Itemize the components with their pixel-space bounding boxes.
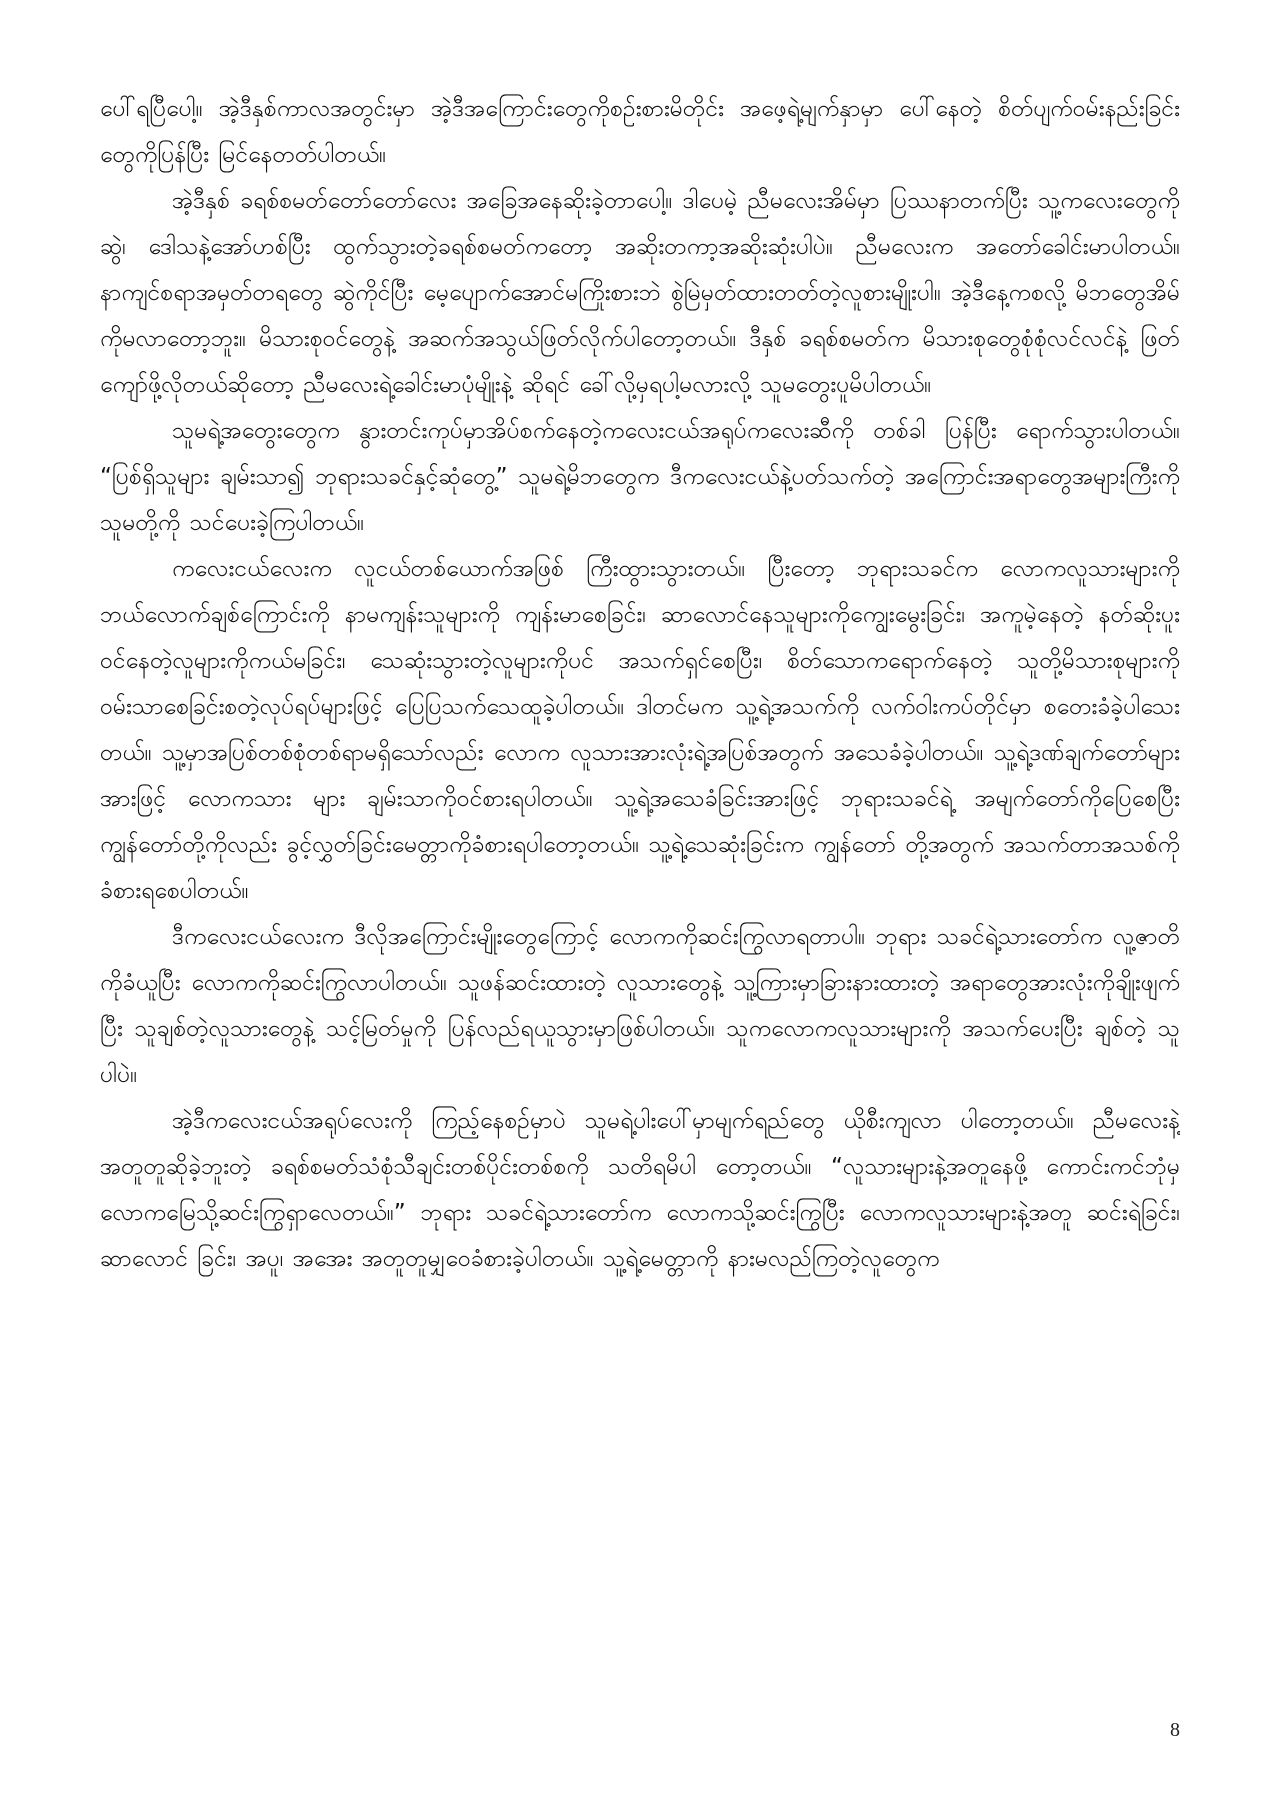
page-number: 8 [1170,1719,1180,1741]
paragraph-4: ကလေးငယ်လေးက လူငယ်တစ်ယောက်အဖြစ် ကြီးထွားသွားတယ်။ ပြီးတော့ ဘုရားသခင်က လောကလူသားများကို ဘယ်လောက်ချစ်ကြောင်းကို နာမကျန်းသူများကို ကျန်းမာစေခြင်း၊ ဆာလောင်နေသူများကိုကျွေးမွေးခြင်း၊ အကူမဲ့နေတဲ့ နတ်ဆိုးပူးဝင်နေတဲ့လူများကိုကယ်မခြင်း၊ သေဆုံးသွားတဲ့လူများကိုပင် အသက်ရှင်စေပြီး၊ စိတ်သောကရောက်နေတဲ့ သူတို့မိသားစုများကို ဝမ်းသာစေခြင်းစတဲ့လုပ်ရပ်များဖြင့် ပြေပြသက်သေထူခဲ့ပါတယ်။ ဒါတင်မက သူ့ရဲ့အသက်ကို လက်ဝါးကပ်တိုင်မှာ စတေးခံခဲ့ပါသေးတယ်။ သူ့မှာအပြစ်တစ်စုံတစ်ရာမရှိသော်လည်း လောက လူသားအားလုံးရဲ့အပြစ်အတွက် အသေခံခဲ့ပါတယ်။ သူ့ရဲ့ဒဏ်ချက်တော်များအားဖြင့် လောကသား များ ချမ်းသာကိုဝင်စားရပါတယ်။ သူ့ရဲ့အသေခံခြင်းအားဖြင့် ဘုရားသခင်ရဲ့ အမျက်တော်ကိုပြေစေပြီး ကျွန်တော်တို့ကိုလည်း ခွင့်လွှတ်ခြင်းမေတ္တာကိုခံစားရပါတော့တယ်။ သူ့ရဲ့သေဆုံးခြင်းက ကျွန်တော် တို့အတွက် အသက်တာအသစ်ကိုခံစားရစေပါတယ်။ [100,556,1180,904]
paragraph-5: ဒီကလေးငယ်လေးက ဒီလိုအကြောင်းမျိုးတွေကြောင့် လောကကိုဆင်းကြွလာရတာပါ။ ဘုရား သခင်ရဲ့သားတော်က လူ့ဇာတိကိုခံယူပြီး လောကကိုဆင်းကြွလာပါတယ်။ သူဖန်ဆင်းထားတဲ့ လူသားတွေနဲ့ သူ့ကြားမှာခြားနားထားတဲ့ အရာတွေအားလုံးကိုချိုးဖျက်ပြီး သူချစ်တဲ့လူသားတွေနဲ့ သင့်မြတ်မှုကို ပြန်လည်ရယူသွားမှာဖြစ်ပါတယ်။ သူကလောကလူသားများကို အသက်ပေးပြီး ချစ်တဲ့ သူပါပဲ။ [100,924,1180,1088]
document-page [100,86,1180,1686]
paragraph-1: ပေါ်ရပြီပေါ့။ အဲ့ဒီနှစ်ကာလအတွင်းမှာ အဲ့ဒီအကြောင်းတွေကိုစဉ်းစားမိတိုင်း အဖေ့ရဲ့မျက်နှာမှာ ပေါ်နေတဲ့ စိတ်ပျက်ဝမ်းနည်းခြင်းတွေကိုပြန်ပြီး မြင်နေတတ်ပါတယ်။ [100,96,1180,168]
paragraph-2: အဲ့ဒီနှစ် ခရစ်စမတ်တော်တော်လေး အခြေအနေဆိုးခဲ့တာပေါ့။ ဒါပေမဲ့ ညီမလေးအိမ်မှာ ပြဿနာတက်ပြီး သူ့ကလေးတွေကိုဆွဲ၊ ဒေါသနဲ့အော်ဟစ်ပြီး ထွက်သွားတဲ့ခရစ်စမတ်ကတော့ အဆိုးတကာ့အဆိုးဆုံးပါပဲ။ ညီမလေးက အတော်ခေါင်းမာပါတယ်။ နာကျင်စရာအမှတ်တရတွေ ဆွဲကိုင်ပြီး မေ့ပျောက်အောင်မကြိုးစားဘဲ စွဲမြဲမှတ်ထားတတ်တဲ့လူစားမျိုးပါ။ အဲ့ဒီနေ့ကစလို့ မိဘတွေအိမ်ကိုမလာတော့ဘူး။ မိသားစုဝင်တွေနဲ့ အဆက်အသွယ်ဖြတ်လိုက်ပါတော့တယ်။ ဒီနှစ် ခရစ်စမတ်က မိသားစုတွေစုံစုံလင်လင်နဲ့ ဖြတ်ကျော်ဖို့လိုတယ်ဆိုတော့ ညီမလေးရဲ့ခေါင်းမာပုံမျိုးနဲ့ ဆိုရင် ခေါ်လို့မှရပါ့မလားလို့ သူမတွေးပူမိပါတယ်။ [100,188,1180,398]
paragraph-3: သူမရဲ့အတွေးတွေက နွားတင်းကုပ်မှာအိပ်စက်နေတဲ့ကလေးငယ်အရုပ်ကလေးဆီကို တစ်ခါ ပြန်ပြီး ရောက်သွားပါတယ်။ “ပြစ်ရှိသူများ ချမ်းသာ၍ ဘုရားသခင်နှင့်ဆုံတွေ့” သူမရဲ့မိဘတွေက ဒီကလေးငယ်နဲ့ပတ်သက်တဲ့ အကြောင်းအရာတွေအများကြီးကို သူမတို့ကို သင်ပေးခဲ့ကြပါတယ်။ [100,418,1180,536]
paragraph-6: အဲ့ဒီကလေးငယ်အရုပ်လေးကို ကြည့်နေစဉ်မှာပဲ သူမရဲ့ပါးပေါ်မှာမျက်ရည်တွေ ယိုစီးကျလာ ပါတော့တယ်။ ညီမလေးနဲ့အတူတူဆိုခဲ့ဘူးတဲ့ ခရစ်စမတ်သံစုံသီချင်းတစ်ပိုင်းတစ်စကို သတိရမိပါ တော့တယ်။ “လူသားများနဲ့အတူနေဖို့ ကောင်းကင်ဘုံမှ လောကမြေသို့ဆင်းကြွရှာလေတယ်။” ဘုရား သခင်ရဲ့သားတော်က လောကသို့ဆင်းကြွပြီး လောကလူသားများနဲ့အတူ ဆင်းရဲခြင်း၊ ဆာလောင် ခြင်း၊ အပူ၊ အအေး အတူတူမျှဝေခံစားခဲ့ပါတယ်။ သူ့ရဲ့မေတ္တာကို နားမလည်ကြတဲ့လူတွေက [100,1108,1180,1272]
